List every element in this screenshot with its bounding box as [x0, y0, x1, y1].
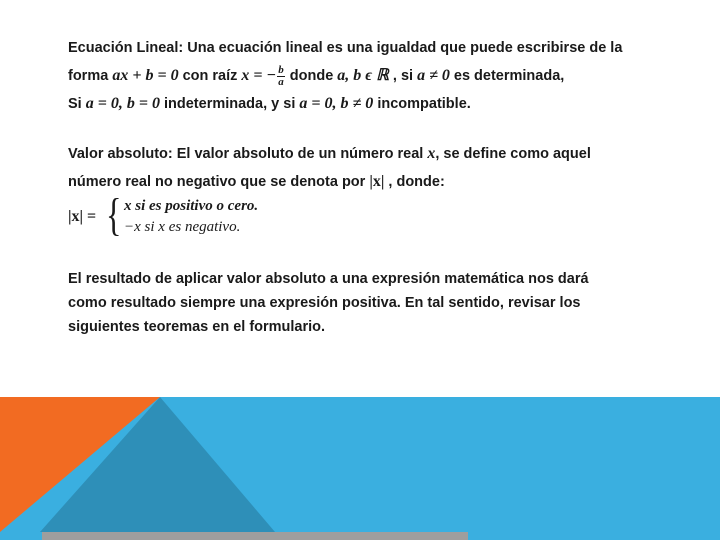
definition-lhs: |x| =: [68, 208, 97, 225]
result-paragraph: [68, 267, 638, 339]
case-negative: [124, 219, 240, 236]
linear-equation-formula: ax + b = 0: [112, 67, 179, 84]
line: [68, 62, 638, 90]
text: , se define como aquel: [435, 146, 591, 162]
text: número real no negativo que se denota por: [68, 174, 370, 190]
text: indeterminada, y si: [164, 96, 300, 112]
line: [68, 35, 638, 62]
text: donde: [289, 68, 338, 84]
linear-equation-title: Ecuación Lineal:: [68, 40, 184, 56]
line: El resultado de aplicar valor absoluto a una expresión matemática nos dará: [68, 271, 589, 287]
left-brace: {: [106, 189, 122, 240]
case-positive: [124, 198, 258, 215]
text: , si: [388, 68, 418, 84]
line: como resultado siempre una expresión positiva. En tal sentido, revisar los: [68, 295, 581, 311]
text: incompatible.: [373, 96, 471, 112]
gray-bar: [42, 532, 468, 540]
variable-x: x: [427, 145, 436, 162]
line: [68, 140, 638, 168]
text: Valor absoluto: El valor absoluto de un número real: [68, 146, 428, 162]
text: , donde:: [384, 174, 445, 190]
abs-x-notation: |x|: [369, 173, 385, 190]
line: [68, 168, 638, 196]
linear-equation-paragraph: [68, 35, 638, 118]
line: [68, 90, 638, 118]
text: forma: [68, 68, 113, 84]
text: Si: [68, 96, 86, 112]
text: es determinada,: [449, 68, 565, 84]
root-lhs: x = −: [241, 67, 277, 84]
case-positive-text: x si es positivo o cero.: [124, 198, 259, 214]
condition-indeterminate: a = 0, b = 0: [85, 95, 160, 112]
ab-in-reals: a, b ϵ ℝ: [337, 67, 389, 84]
fraction-b-over-a: [277, 65, 285, 88]
text: Una ecuación lineal es una igualdad que puede escribirse de la: [183, 40, 623, 56]
condition-incompatible: a = 0, b ≠ 0: [299, 95, 374, 112]
line: siguientes teoremas en el formulario.: [68, 319, 326, 335]
fraction-denominator: a: [278, 75, 284, 88]
fraction-numerator: b: [278, 63, 284, 76]
condition-determined: a ≠ 0: [417, 67, 450, 84]
case-negative-text: −x si x es negativo.: [124, 219, 241, 235]
absolute-value-paragraph: [68, 140, 638, 196]
text: con raíz: [182, 68, 242, 84]
